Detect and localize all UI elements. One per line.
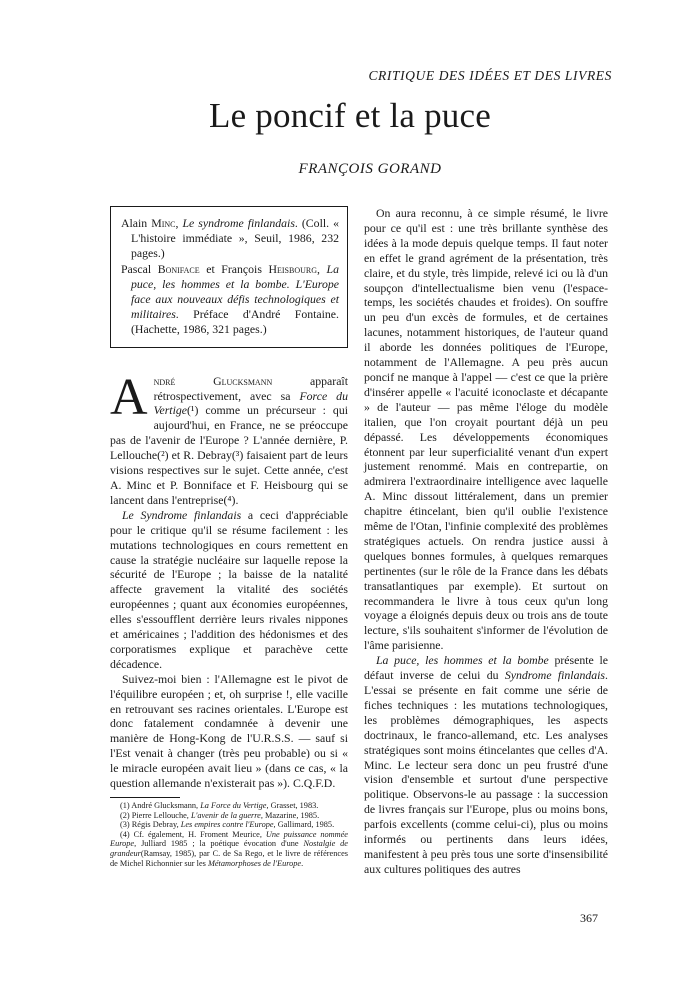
body-paragraph: Le Syndrome finlandais a ceci d'appréciable pour le critique qu'il se résume facilement : les mutations technologiques en cours remettent en cause la stratégie nucléaire sur laquelle repose la sécurité de l'Europe ; la baisse de la natalité affecte gravement la vitalité des sociétés européennes ; quant aux économies européennes, elles s'essoufflent derrière leurs rivales nippones et américaines ; l'addition des hédonismes et des corporatismes explique et parachève cette décadence. bbox=[110, 507, 348, 671]
section-header: CRITIQUE DES IDÉES ET DES LIVRES bbox=[368, 68, 612, 83]
article-author: FRANÇOIS GORAND bbox=[298, 161, 442, 177]
left-column bbox=[110, 206, 348, 868]
book-references-box bbox=[110, 206, 348, 348]
article-title: Le poncif et la puce bbox=[209, 96, 491, 135]
footnote-2: (2) Pierre Lellouche, L'avenir de la guerre, Mazarine, 1985. bbox=[120, 810, 320, 820]
footnote-divider bbox=[110, 797, 180, 798]
book-reference-1: Alain Minc, Le syndrome finlandais. (Coll. « L'histoire immédiate », Seuil, 1986, 232 pages.) bbox=[121, 216, 339, 261]
body-paragraph: La puce, les hommes et la bombe présente le défaut inverse de celui du Syndrome finlandais. L'essai se présente en fait comme une série de fiches techniques : les mutations technologiques, les problèmes démographiques, les aspects doctrinaux, le franco-allemand, etc. Les analyses stratégiques sont moins étincelantes que celles d'A. Minc. Le lecteur sera donc un peu frustré d'une vision d'ensemble et surtout d'une perspective politique. Observons-le au passage : la succession de livres français sur l'Europe, plus ou moins bons, parfois excellents (comme celui-ci), plus ou moins informés ou pertinents dans leurs idées, manifestent à peu près tous une sorte d'insensibilité aux cultures politiques des autres bbox=[364, 653, 608, 876]
body-paragraph: On aura reconnu, à ce simple résumé, le livre pour ce qu'il est : une très brillante synthèse des idées à la mode depuis quelque temps. Il faut noter en effet le grand agrément de la présentation, très claire, et du style, très limpide, relevé ici ou là d'un soupçon d'intellectualisme bien venu (l'espace-temps, les sociétés chaudes et froides). On souffre un peu d'un excès de formules, et de certaines lacunes, notamment historiques, de l'auteur quand il aborde les données politiques de l'Europe, notamment de l'Allemagne. A peu près aucun poncif ne manque à l'appel — c'est ce que la prière d'insérer appelle « l'acuité iconoclaste et décapante » de l'auteur — pas même l'éloge du modèle italien, que l'on croyait pourtant déjà un peu dépassé. Les développements économiques étonnent par leur superficialité venant d'un expert justement renommé. Mais en contrepartie, on admirera l'extraordinaire intelligence avec laquelle A. Minc dissout littéralement, dans un premier chapitre étincelant, bien qu'il oublie l'existence même de l'Otan, l'infinie complexité des problèmes stratégiques actuels. On rendra justice aussi à quelques bonnes formules, à quelques remarques pertinentes (sur le rôle de la France dans les débats transatlantiques par exemple). Et surtout on recommandera le livre à tous ceux qu'un long voyage a éloignés depuis deux ou trois ans de toute lecture, s'ils souhaitent s'informer de l'évolution de l'âme parisienne. bbox=[364, 206, 608, 653]
body-paragraph: André Glucksmann apparaît rétrospectivement, avec sa Force du Vertige(¹) comme un précurseur : qui aujourd'hui, en France, ne se préoccupe pas de l'avenir de l'Europe ? L'année dernière, P. Lellouche(²) et R. Debray(³) faisaient part de leurs visions respectives sur le sujet. Cette année, c'est A. Minc et P. Bonniface et F. Heisbourg qui se lancent dans l'entreprise(⁴). bbox=[110, 368, 348, 507]
right-column bbox=[364, 206, 608, 877]
page-number: 367 bbox=[580, 911, 598, 925]
body-paragraph: Suivez-moi bien : l'Allemagne est le pivot de l'équilibre européen ; et, oh surprise !, elle vacille en retrouvant ses racines orientales. L'Europe est donc fatalement condamnée à devenir une manière de Hong-Kong de l'U.R.S.S. — sauf si l'Est venait à changer (très peu probable) ou si « le miracle européen avait lieu » (dans ce cas, « la question allemande n'existerait pas »). C.Q.F.D. bbox=[110, 671, 348, 791]
footnote-3: (3) Régis Debray, Les empires contre l'Europe, Gallimard, 1985. bbox=[120, 820, 335, 830]
footnote-1: (1) André Glucksmann, La Force du Vertige, Grasset, 1983. bbox=[120, 801, 319, 810]
drop-cap: A bbox=[110, 368, 148, 426]
footnote-4: (4) Cf. également, H. Froment Meurice, Une puissance nommée Europe, Julliard 1985 ; la poétique évocation d'une Nostalgie de grandeur(Ramsay, 1985), par C. de Sa Rego, et le livre de références de Michel Richonnier sur les Métamorphoses de l'Europe. bbox=[110, 829, 348, 868]
book-reference-2: Pascal Boniface et François Heisbourg, La puce, les hommes et la bombe. L'Europe face aux nouveaux défis technologiques et militaires. Préface d'André Fontaine. (Hachette, 1986, 321 pages.) bbox=[121, 261, 339, 337]
